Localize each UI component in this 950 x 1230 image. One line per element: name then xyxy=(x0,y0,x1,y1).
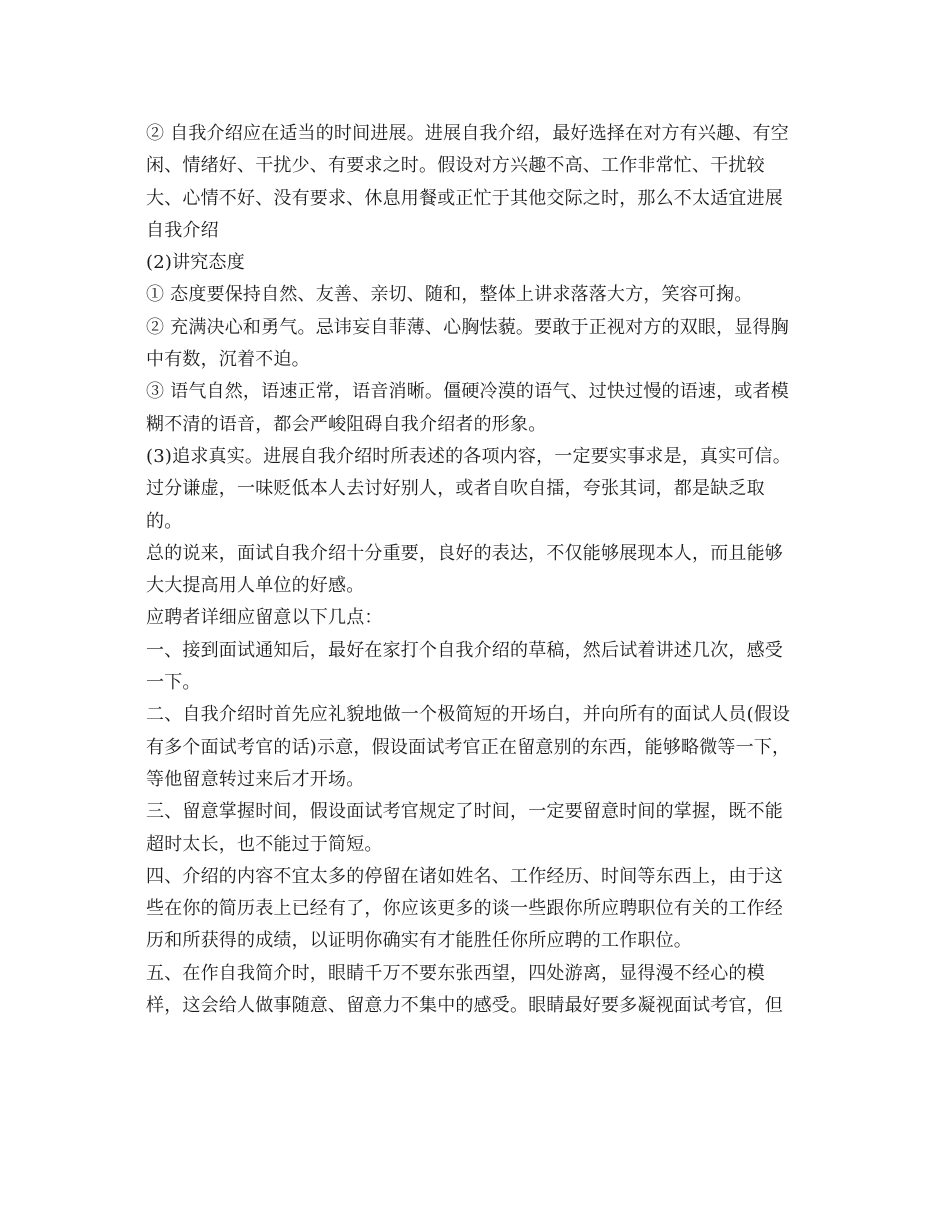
text-line: (3)追求真实。进展自我介绍时所表述的各项内容，一定要实事求是，真实可信。 xyxy=(146,445,791,467)
text-line: 五、在作自我简介时，眼睛千万不要东张西望，四处游离，显得漫不经心的模 xyxy=(146,962,765,984)
text-line: 样，这会给人做事随意、留意力不集中的感受。眼睛最好要多凝视面试考官，但 xyxy=(146,995,783,1017)
text-line: ② 自我介绍应在适当的时间进展。进展自我介绍，最好选择在对方有兴趣、有空 xyxy=(146,123,789,144)
text-line: ① 态度要保持自然、友善、亲切、随和，整体上讲求落落大方，笑容可掬。 xyxy=(146,284,753,306)
text-line: 自我介绍 xyxy=(146,219,219,241)
text-line: 四、介绍的内容不宜太多的停留在诸如姓名、工作经历、时间等东西上，由于这 xyxy=(146,865,783,887)
text-line: 三、留意掌握时间，假设面试考官规定了时间，一定要留意时间的掌握，既不能 xyxy=(146,801,783,823)
text-line: 糊不清的语音，都会严峻阻碍自我介绍者的形象。 xyxy=(146,413,547,435)
text-line: 大大提高用人单位的好感。 xyxy=(146,575,365,597)
text-line: 历和所获得的成绩，以证明你确实有才能胜任你所应聘的工作职位。 xyxy=(146,930,692,952)
text-line: 一下。 xyxy=(146,672,201,694)
text-line: 些在你的简历表上已经有了，你应该更多的谈一些跟你所应聘职位有关的工作经 xyxy=(146,898,783,920)
text-line: ② 充满决心和勇气。忌讳妄自菲薄、心胸怯藐。要敢于正视对方的双眼，显得胸 xyxy=(146,316,789,338)
text-line: 的。 xyxy=(146,510,183,532)
text-line: 应聘者详细应留意以下几点： xyxy=(146,607,383,629)
text-line: 大、心情不好、没有要求、休息用餐或正忙于其他交际之时，那么不太适宜进展 xyxy=(146,187,783,209)
text-line: 总的说来，面试自我介绍十分重要，良好的表达，不仅能够展现本人，而且能够 xyxy=(146,542,783,564)
text-line: ③ 语气自然，语速正常，语音消晰。僵硬冷漠的语气、过快过慢的语速，或者模 xyxy=(146,381,789,403)
text-line: 等他留意转过来后才开场。 xyxy=(146,768,365,790)
body-text xyxy=(146,118,811,1022)
text-line: 一、接到面试通知后，最好在家打个自我介绍的草稿，然后试着讲述几次，感受 xyxy=(146,639,783,661)
text-line: 过分谦虚，一味贬低本人去讨好别人，或者自吹自擂，夸张其词，都是缺乏取 xyxy=(146,478,765,500)
text-line: 二、自我介绍时首先应礼貌地做一个极简短的开场白，并向所有的面试人员(假设 xyxy=(146,704,791,726)
text-line: 有多个面试考官的话)示意，假设面试考官正在留意别的东西，能够略微等一下， xyxy=(146,736,791,758)
text-line: (2)讲究态度 xyxy=(146,252,245,274)
text-line: 中有数，沉着不迫。 xyxy=(146,349,310,371)
text-line: 超时太长，也不能过于简短。 xyxy=(146,833,383,855)
text-line: 闲、情绪好、干扰少、有要求之时。假设对方兴趣不高、工作非常忙、干扰较 xyxy=(146,155,765,177)
